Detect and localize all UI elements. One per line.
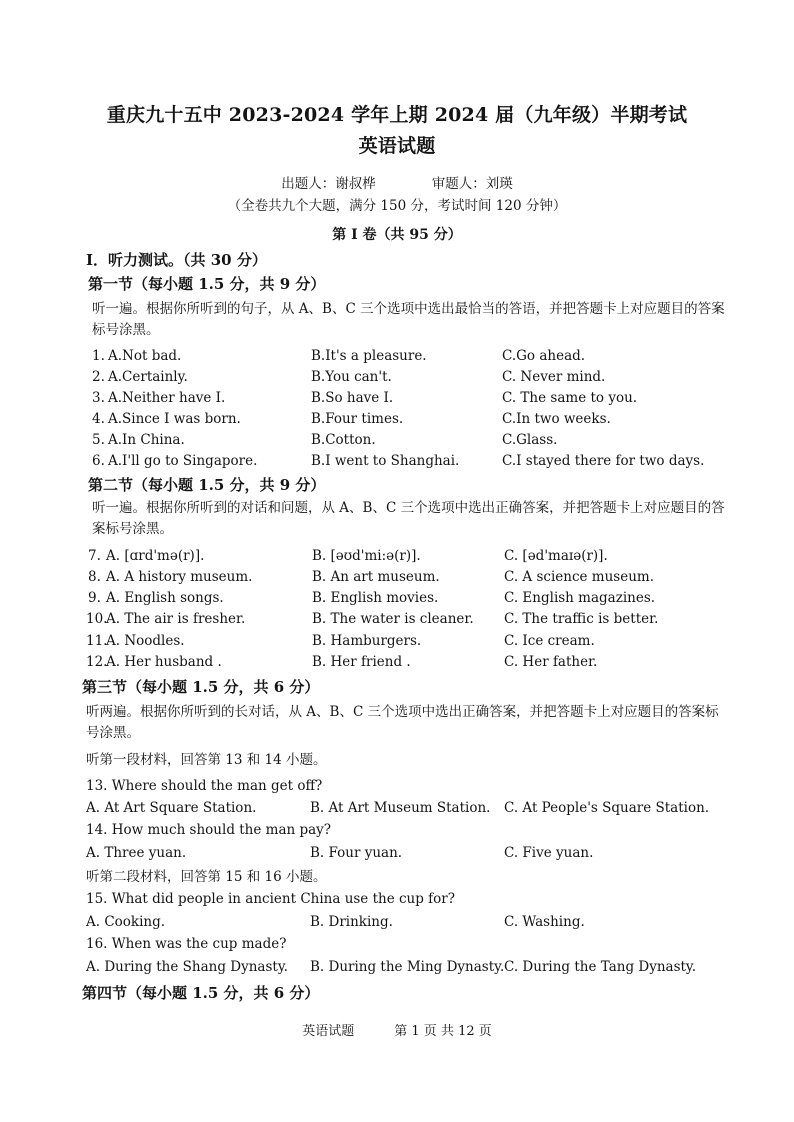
option-a: A.Neither have I. [108, 390, 226, 406]
option-a: A. At Art Square Station. [86, 800, 257, 816]
listening-title: I．听力测试。（共 30 分） [86, 251, 267, 269]
exam-info: （全卷共九个大题，满分 150 分，考试时间 120 分钟） [227, 198, 567, 214]
question-stem: 13. Where should the man get off? [86, 778, 323, 794]
option-c: C. A science museum. [504, 569, 655, 585]
section4-heading: 第四节（每小题 1.5 分，共 6 分） [82, 984, 320, 1002]
question-row [92, 409, 732, 429]
option-a: A.In China. [108, 432, 185, 448]
option-a: A. Noodles. [106, 633, 185, 649]
question-row [92, 451, 732, 471]
section1-heading: 第一节（每小题 1.5 分，共 9 分） [88, 275, 326, 293]
option-a: A. A history museum. [106, 569, 253, 585]
option-b: B.I went to Shanghai. [311, 453, 460, 469]
option-b: B.So have I. [311, 390, 394, 406]
option-b: B.It's a pleasure. [311, 348, 427, 364]
option-a: A.I'll go to Singapore. [108, 453, 258, 469]
section2-heading: 第二节（每小题 1.5 分，共 9 分） [88, 476, 326, 494]
option-a: A. The air is fresher. [106, 611, 246, 627]
part-title: 第 I 卷（共 95 分） [332, 227, 462, 243]
question-row [92, 430, 732, 450]
question-row [86, 631, 732, 651]
material-note-1: 听第一段材料，回答第 13 和 14 小题。 [86, 752, 327, 768]
section1-instruction: 听一遍。根据你所听到的句子，从 A、B、C 三个选项中选出最恰当的答语，并把答题卡上对应题目的答案标号涂黑。 [92, 301, 725, 338]
question-number: 7. [88, 548, 101, 564]
option-a: A. [ɑrd'mə(r)]. [106, 548, 205, 564]
question-row [88, 567, 732, 587]
option-c: C. Washing. [504, 914, 585, 930]
exam-subtitle: 英语试题 [358, 135, 436, 157]
question-number: 2. [92, 369, 105, 385]
footer-page-number: 第 1 页 共 12 页 [394, 1024, 492, 1039]
option-c: C.I stayed there for two days. [502, 453, 705, 469]
question-stem: 16. When was the cup made? [86, 936, 287, 952]
option-b: B. The water is cleaner. [312, 611, 474, 627]
question-row [92, 367, 732, 387]
setter-name: 出题人：谢叔桦 [281, 176, 376, 192]
option-b: B. An art museum. [312, 569, 440, 585]
option-c: C. The same to you. [502, 390, 638, 406]
option-b: B. Hamburgers. [312, 633, 422, 649]
question-row [86, 652, 732, 672]
option-a: A. English songs. [106, 590, 224, 606]
option-c: C. English magazines. [504, 590, 656, 606]
option-a: A. During the Shang Dynasty. [86, 959, 288, 975]
option-c: C. Ice cream. [504, 633, 595, 649]
question-stem: 15. What did people in ancient China use the cup for? [86, 891, 455, 907]
option-c: C.Glass. [502, 432, 558, 448]
option-b: B.Four times. [311, 411, 404, 427]
question-row [86, 843, 726, 863]
question-number: 12. [86, 654, 108, 670]
question-number: 3. [92, 390, 105, 406]
option-b: B. Her friend . [312, 654, 411, 670]
question-row [88, 588, 732, 608]
option-b: B. English movies. [312, 590, 439, 606]
section3-instruction: 听两遍。根据你所听到的长对话，从 A、B、C 三个选项中选出正确答案，并把答题卡上对应题目的答案标号涂黑。 [86, 704, 719, 741]
option-a: A.Since I was born. [108, 411, 241, 427]
question-stem: 14. How much should the man pay? [86, 822, 332, 838]
exam-title: 重庆九十五中 2023-2024 学年上期 2024 届（九年级）半期考试 [106, 104, 688, 126]
section3-heading: 第三节（每小题 1.5 分，共 6 分） [82, 678, 320, 696]
question-row [86, 609, 732, 629]
option-a: A. Cooking. [86, 914, 166, 930]
question-row [86, 957, 726, 977]
option-b: B. During the Ming Dynasty. [310, 959, 505, 975]
page-footer [0, 1020, 794, 1039]
question-number: 10. [86, 611, 108, 627]
question-number: 1. [92, 348, 105, 364]
question-row [92, 346, 732, 366]
option-c: C.In two weeks. [502, 411, 611, 427]
material-note-2: 听第二段材料，回答第 15 和 16 小题。 [86, 869, 327, 885]
option-c: C. At People's Square Station. [504, 800, 710, 816]
question-number: 5. [92, 432, 105, 448]
reviewer-name: 审题人：刘瑛 [431, 176, 513, 192]
option-a: A.Not bad. [108, 348, 182, 364]
question-row [86, 798, 726, 818]
question-number: 8. [88, 569, 101, 585]
question-number: 9. [88, 590, 101, 606]
option-b: B. [əʊd'mi:ə(r)]. [312, 548, 421, 564]
option-c: C. [əd'maɪə(r)]. [504, 548, 608, 564]
option-a: A. Her husband . [106, 654, 222, 670]
question-row [86, 912, 726, 932]
option-a: A.Certainly. [108, 369, 188, 385]
authors-line [0, 172, 794, 192]
option-a: A. Three yuan. [86, 845, 187, 861]
option-b: B.Cotton. [311, 432, 376, 448]
question-row [88, 546, 732, 566]
option-c: C. Her father. [504, 654, 598, 670]
option-c: C. During the Tang Dynasty. [504, 959, 697, 975]
option-b: B.You can't. [311, 369, 392, 385]
question-number: 6. [92, 453, 105, 469]
option-c: C. The traffic is better. [504, 611, 659, 627]
option-b: B. At Art Museum Station. [310, 800, 491, 816]
footer-subject: 英语试题 [302, 1024, 355, 1039]
option-c: C.Go ahead. [502, 348, 586, 364]
option-b: B. Drinking. [310, 914, 393, 930]
question-number: 11. [86, 633, 108, 649]
question-number: 4. [92, 411, 105, 427]
question-row [92, 388, 732, 408]
option-c: C. Never mind. [502, 369, 606, 385]
section2-instruction: 听一遍。根据你所听到的对话和问题，从 A、B、C 三个选项中选出正确答案，并把答题卡上对应题目的答案标号涂黑。 [92, 500, 725, 537]
option-b: B. Four yuan. [310, 845, 403, 861]
option-c: C. Five yuan. [504, 845, 594, 861]
